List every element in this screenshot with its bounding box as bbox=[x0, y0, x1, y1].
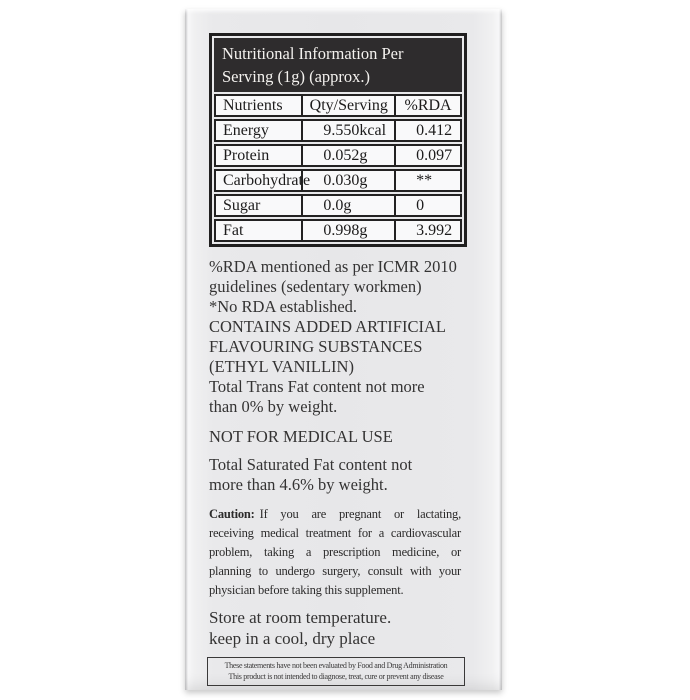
notes-line: FLAVOURING SUBSTANCES bbox=[209, 337, 423, 356]
fda-disclaimer-line: These statements have not been evaluated by Food and Drug Administration bbox=[224, 661, 448, 670]
qty-cell: 0.998g bbox=[301, 221, 394, 240]
table-title-line1: Nutritional Information Per bbox=[222, 44, 404, 63]
rda-cell: 3.992 bbox=[394, 221, 460, 240]
qty-cell: 9.550kcal bbox=[301, 121, 394, 140]
notes-line: (ETHYL VANILLIN) bbox=[209, 357, 354, 376]
qty-cell: 0.0g bbox=[301, 196, 394, 215]
saturated-fat-text bbox=[209, 455, 502, 495]
table-row-carbohydrate bbox=[214, 169, 462, 192]
column-header-rda: %RDA bbox=[394, 96, 460, 115]
storage-line: Store at room temperature. bbox=[209, 608, 392, 627]
notes-line: CONTAINS ADDED ARTIFICIAL bbox=[209, 317, 446, 336]
caution-paragraph bbox=[209, 505, 461, 600]
rda-cell: ** bbox=[394, 171, 460, 190]
rda-notes-text bbox=[209, 257, 471, 417]
table-row-protein bbox=[214, 144, 462, 167]
notes-line: Total Trans Fat content not more bbox=[209, 377, 425, 396]
nutrient-cell: Protein bbox=[223, 146, 270, 164]
nutrition-label-panel bbox=[185, 9, 502, 690]
fda-disclaimer-line: This product is not intended to diagnose, treat, cure or prevent any disease bbox=[228, 672, 444, 681]
column-header-nutrients: Nutrients bbox=[223, 96, 283, 114]
medical-use-notice: NOT FOR MEDICAL USE bbox=[209, 427, 393, 446]
notes-line: guidelines (sedentary workmen) bbox=[209, 277, 422, 296]
caution-line bbox=[209, 505, 461, 524]
column-header-qty-serving: Qty/Serving bbox=[301, 96, 394, 115]
caution-line: planning to undergo surgery, consult with your bbox=[209, 564, 461, 578]
rda-cell: 0.097 bbox=[394, 146, 460, 165]
caution-line: problem, taking a prescription medicine, or bbox=[209, 545, 461, 559]
table-row-energy bbox=[214, 119, 462, 142]
fda-disclaimer-box bbox=[207, 657, 465, 686]
table-row-fat bbox=[214, 219, 462, 242]
notes-line: than 0% by weight. bbox=[209, 397, 338, 416]
qty-cell: 0.052g bbox=[301, 146, 394, 165]
nutrient-cell: Fat bbox=[223, 221, 244, 239]
rda-cell: 0 bbox=[394, 196, 460, 215]
column-header-row bbox=[214, 94, 462, 117]
table-title-line2: Serving (1g) (approx.) bbox=[222, 67, 371, 86]
nutrient-cell: Energy bbox=[223, 121, 269, 139]
qty-cell: 0.030g bbox=[301, 171, 394, 190]
caution-line: receiving medical treatment for a cardiovascular bbox=[209, 526, 461, 540]
caution-text: If you are pregnant or lactating, bbox=[259, 507, 461, 521]
nutrient-cell: Sugar bbox=[223, 196, 261, 214]
saturated-fat-line: more than 4.6% by weight. bbox=[209, 475, 388, 494]
nutrition-table bbox=[209, 33, 467, 247]
notes-line: *No RDA established. bbox=[209, 297, 358, 316]
caution-label: Caution: bbox=[209, 507, 255, 521]
storage-line: keep in a cool, dry place bbox=[209, 629, 376, 648]
saturated-fat-line: Total Saturated Fat content not bbox=[209, 455, 413, 474]
table-title bbox=[214, 38, 462, 92]
notes-line: %RDA mentioned as per ICMR 2010 bbox=[209, 257, 457, 276]
storage-instructions bbox=[209, 607, 502, 649]
caution-line: physician before taking this supplement. bbox=[209, 583, 404, 597]
nutrient-cell: Carbohydrate bbox=[223, 171, 311, 189]
rda-cell: 0.412 bbox=[394, 121, 460, 140]
table-row-sugar bbox=[214, 194, 462, 217]
